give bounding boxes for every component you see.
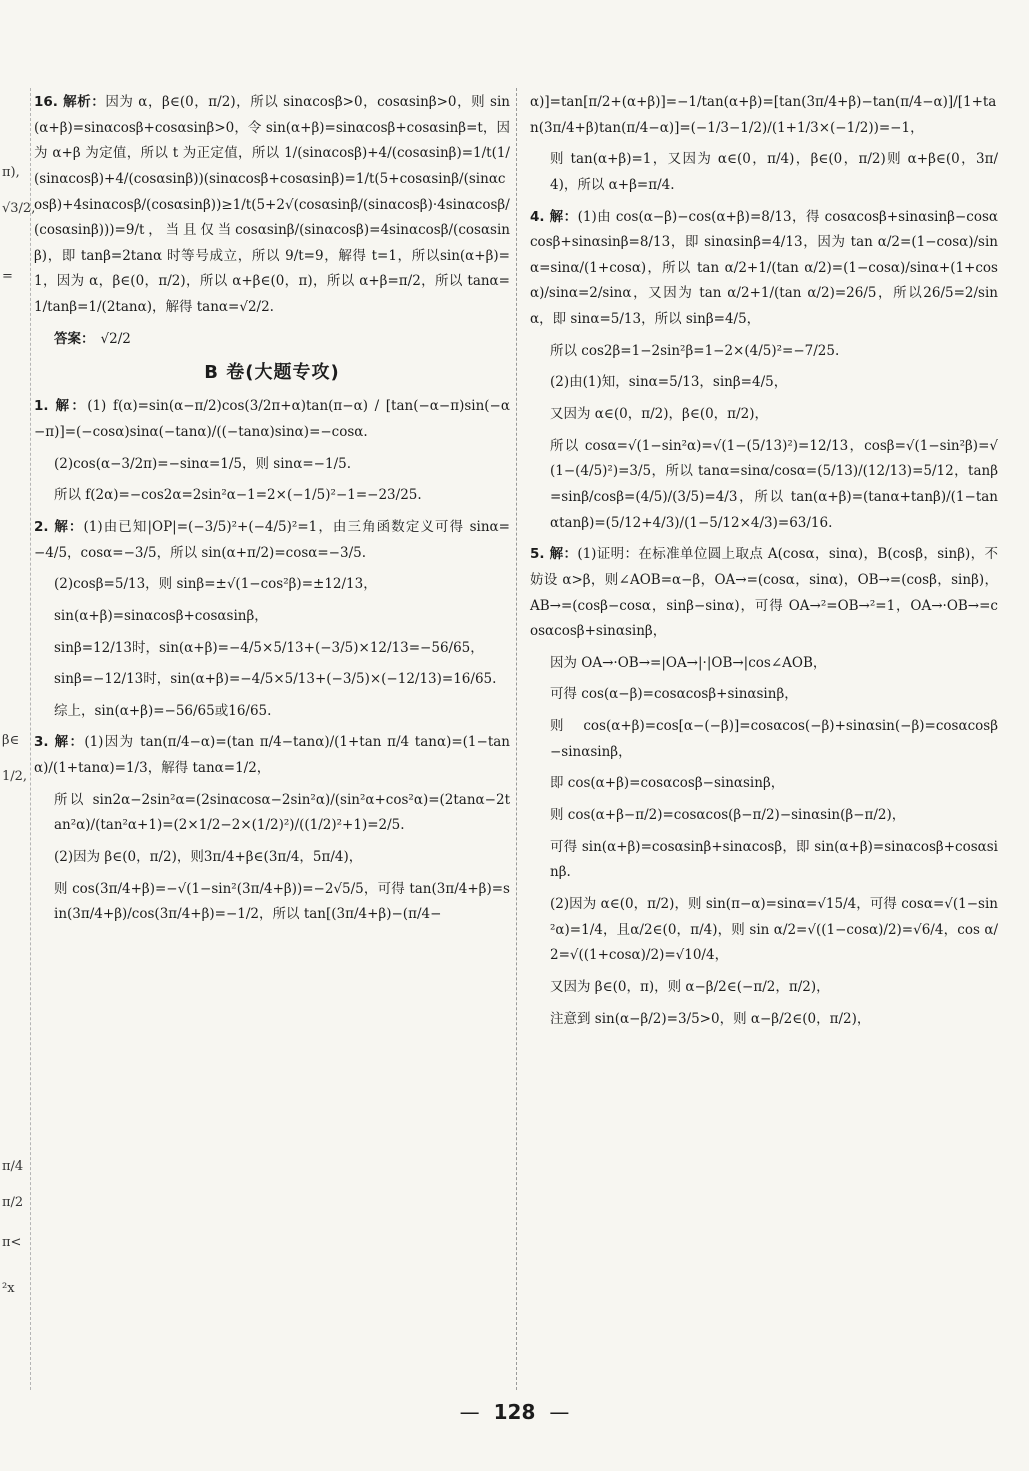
question-label: 5. 解： [530,546,578,563]
edge-fragment: π< [2,1235,22,1250]
question-1-part-2: (2)cos(α−3/2π)=−sinα=1/5，则 sinα=−1/5. [54,455,352,472]
question-5-line: (2)因为 α∈(0，π/2)，则 sin(π−α)=sinα=√15/4，可得 cosα=√(1−sin²α)=1/4，且α/2∈(0，π/4)，则 sin α/2=√((1−cosα)/2)=√6/4，cos α/2=√((1+cosα)/2)=√10/4， [550,895,998,964]
answer-line [54,327,510,353]
question-label: 3. 解： [34,734,85,751]
solution-text: (1) f(α)=sin(α−π/2)cos(3/2π+α)tan(π−α) / [tan(−α−π)sin(−α−π)]=(−cosα)sinα(−tanα)/((−tanα)sinα)=−cosα. [34,398,510,441]
question-3-line: (2)因为 β∈(0，π/2)，则3π/4+β∈(3π/4，5π/4)， [54,849,363,866]
right-column [530,90,998,1038]
question-3-line: 则 cos(3π/4+β)=−√(1−sin²(3π/4+β))=−2√5/5，可得 tan(3π/4+β)=sin(3π/4+β)/cos(3π/4+β)=−1/2，所以 tan[(3π/4+β)−(π/4− [54,880,510,923]
column-divider [516,88,517,1390]
question-2-line: sinβ=−12/13时，sin(α+β)=−4/5×5/13+(−3/5)×(−12/13)=16/65. [54,671,497,688]
question-label: 4. 解： [530,208,578,225]
edge-fragment: π/2 [2,1195,24,1210]
question-5-line: 可得 cos(α−β)=cosαcosβ+sinαsinβ， [550,686,798,703]
left-column [34,90,510,934]
question-1-part-3: 所以 f(2α)=−cos2α=2sin²α−1=2×(−1/5)²−1=−23/25. [54,487,422,504]
answer-value: √2/2 [100,330,131,347]
page-number: — 128 — [459,1400,570,1424]
question-label: 2. 解： [34,518,84,535]
question-2-line: 综上，sin(α+β)=−56/65或16/65. [54,702,272,719]
solution-text: 因为 α，β∈(0，π/2)，所以 sinαcosβ>0，cosαsinβ>0，则 sin(α+β)=sinαcosβ+cosαsinβ>0，令 sin(α+β)=sinαcosβ+cosαsinβ=t，因为 α+β 为定值，所以 t 为正定值，所以 1/(sinαcosβ)+4/(cosαsinβ)=1/t(1/(sinαcosβ)+4/(cosαsinβ))(sinαcosβ+cosαsinβ)=1/t(5+cosαsinβ/(sinαcosβ)+4sinαcosβ/(cosαsinβ))≥1/t(5+2√(cosαsinβ/(sinαcosβ)·4sinαcosβ/(cosαsinβ)))=9/t，当且仅当cosαsinβ/(sinαcosβ)=4sinαcosβ/(cosαsinβ)，即 tanβ=2tanα 时等号成立，所以 9/t=9，解得 t=1，所以sin(α+β)=1，因为 α，β∈(0，π/2)，所以 α+β∈(0，π)，所以 α+β=π/2，所以 tanα=1/tanβ=1/(2tanα)，解得 tanα=√2/2. [34,94,510,316]
question-5-part-1 [530,542,998,645]
question-label: 1. 解： [34,398,88,415]
question-4-line: (2)由(1)知，sinα=5/13，sinβ=4/5， [550,374,788,391]
question-2-part-1 [34,515,510,566]
edge-fragment: π), [2,165,20,180]
question-4-part-1 [530,205,998,333]
page-number-value: 128 [493,1400,536,1424]
question-5-line: 因为 OA→·OB→=|OA→|·|OB→|cos∠AOB， [550,654,827,671]
question-16-solution [34,90,510,321]
edge-fragment: = [2,269,13,284]
edge-fragment: β∈ [2,733,20,748]
question-4-line: 又因为 α∈(0，π/2)，β∈(0，π/2)， [550,406,768,423]
edge-fragment: √3/2, [2,201,36,216]
left-margin-rule [30,88,31,1390]
question-5-line: 则 cos(α+β)=cos[α−(−β)]=cosαcos(−β)+sinαsin(−β)=cosαcosβ−sinαsinβ， [550,718,998,760]
question-3-part-1 [34,730,510,781]
question-1-part-1 [34,394,510,445]
question-2-line: (2)cosβ=5/13，则 sinβ=±√(1−cos²β)=±12/13， [54,576,377,593]
question-5-line: 又因为 β∈(0，π)，则 α−β/2∈(−π/2，π/2)， [550,978,830,995]
solution-text: (1)因为 tan(π/4−α)=(tan π/4−tanα)/(1+tan π/4 tanα)=(1−tanα)/(1+tanα)=1/3，解得 tanα=1/2， [34,734,510,777]
edge-fragment: ²x [2,1281,15,1296]
previous-page-edge [0,90,36,1300]
section-title: B 卷(大题专攻) [204,362,340,384]
question-3-continued: α)]=tan[π/2+(α+β)]=−1/tan(α+β)=[tan(3π/4+β)−tan(π/4−α)]/[1+tan(3π/4+β)tan(π/4−α)]=(−1/3−1/2)/(1+1/3×(−1/2))=−1， [530,94,997,136]
question-3-conclusion: 则 tan(α+β)=1，又因为 α∈(0，π/4)，β∈(0，π/2)则 α+β∈(0，3π/4)，所以 α+β=π/4. [550,151,998,193]
question-4-line: 所以 cos2β=1−2sin²β=1−2×(4/5)²=−7/25. [550,342,840,359]
question-label: 16. 解析： [34,94,106,110]
question-5-line: 注意到 sin(α−β/2)=3/5>0，则 α−β/2∈(0，π/2)， [550,1010,871,1027]
question-2-line: sin(α+β)=sinαcosβ+cosαsinβ， [54,607,268,624]
question-4-line: 所以 cosα=√(1−sin²α)=√(1−(5/13)²)=12/13，cosβ=√(1−sin²β)=√(1−(4/5)²)=3/5，所以 tanα=sinα/cosα=(5/13)/(12/13)=5/12，tanβ=sinβ/cosβ=(4/5)/(3/5)=4/3，所以 tan(α+β)=(tanα+tanβ)/(1−tanαtanβ)=(5/12+4/3)/(1−5/12×4/3)=63/16. [550,437,998,531]
solution-text: (1)由已知|OP|=(−3/5)²+(−4/5)²=1，由三角函数定义可得 sinα=−4/5，cosα=−3/5，所以 sin(α+π/2)=cosα=−3/5. [34,518,510,561]
question-5-line: 即 cos(α+β)=cosαcosβ−sinαsinβ， [550,775,785,792]
solution-text: (1)由 cos(α−β)−cos(α+β)=8/13，得 cosαcosβ+sinαsinβ−cosαcosβ+sinαsinβ=8/13，即 sinαsinβ=4/13，因为 tan α/2=(1−cosα)/sinα=sinα/(1+cosα)，所以 tan α/2+1/(tan α/2)=(1−cosα)/sinα+(1+cosα)/sinα=2/sinα，又因为 tan α/2+1/(tan α/2)=26/5，所以26/5=2/sinα，即 sinα=5/13，所以 sinβ=4/5， [530,208,998,328]
solution-text: (1)证明：在标准单位圆上取点 A(cosα，sinα)，B(cosβ，sinβ)，不妨设 α>β，则∠AOB=α−β，OA→=(cosα，sinα)，OB→=(cosβ，sinβ)，AB→=(cosβ−cosα，sinβ−sinα)，可得 OA→²=OB→²=1，OA→·OB→=cosαcosβ+sinαsinβ， [530,546,998,640]
answer-label: 答案： [54,330,95,347]
question-2-line: sinβ=12/13时，sin(α+β)=−4/5×5/13+(−3/5)×12/13=−56/65， [54,639,484,656]
question-3-line: 所以 sin2α−2sin²α=(2sinαcosα−2sin²α)/(sin²α+cos²α)=(2tanα−2tan²α)/(tan²α+1)=(2×1/2−2×(1/2)²)/((1/2)²+1)=2/5. [54,791,510,834]
question-5-line: 可得 sin(α+β)=cosαsinβ+sinαcosβ，即 sin(α+β)=sinαcosβ+cosαsinβ. [550,838,998,881]
edge-fragment: 1/2, [2,769,28,784]
question-5-line: 则 cos(α+β−π/2)=cosαcos(β−π/2)−sinαsin(β−π/2)， [550,807,906,824]
edge-fragment: π/4 [2,1159,24,1174]
